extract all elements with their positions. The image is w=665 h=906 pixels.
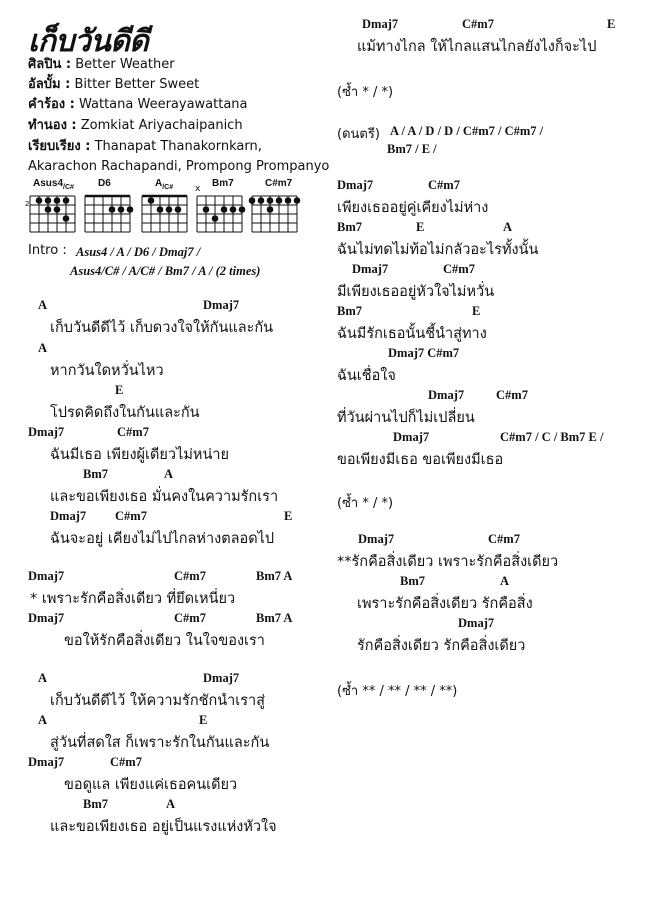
lyric-line: ขอดูแล เพียงแค่เธอคนเดียว [64,777,238,793]
lyric-line: ฉันมีเธอ เพียงผู้เดียวไม่หน่าย [50,447,230,463]
artist-value: Better Weather [75,57,175,72]
repeat-marker: (ซ้ำ * / *) [337,496,394,511]
finger-dot [267,197,274,204]
chord-label: Dmaj7 [28,611,65,625]
lyric-line: ฉันมีรักเธอนั้นชี้นำสู่ทาง [337,326,487,342]
finger-dot [63,215,70,222]
lyrics-row [28,95,248,115]
solo-line-1: A / A / D / D / C#m7 / C#m7 / [390,124,544,138]
chord-label: Dmaj7 [362,17,399,31]
finger-dot [45,197,52,204]
chord-label: A [38,713,48,727]
finger-dot [118,206,125,213]
album-label: อัลบั้ม : [28,77,71,92]
chord-label: Dmaj7 [203,298,240,312]
chord-label: C#m7 [462,17,494,31]
arrange-label: เรียบเรียง : [28,139,91,154]
lyrics-value: Wattana Weerayawattana [79,97,248,112]
chord-label: E [199,713,208,727]
chord-grids [25,178,315,240]
solo-label: (ดนตรี) [337,127,380,142]
finger-dot [166,206,173,213]
finger-dot [230,206,237,213]
chord-label: Dmaj7 [458,616,495,630]
chord-label: Dmaj7 [28,755,65,769]
chord-label: C#m7 [110,755,142,769]
lyric-line: ที่วันผ่านไปก็ไม่เปลี่ยน [337,410,475,426]
finger-dot [45,206,52,213]
arrange-row-2: Akarachon Rachapandi, Prompong Prompanyo [28,159,330,174]
chord-label: Dmaj7 [50,509,87,523]
chord-name-csharpm7: C#m7 [265,178,293,189]
solo-line-2: Bm7 / E / [387,142,437,156]
chord-label: Bm7 [83,797,108,811]
finger-dot [175,206,182,213]
chord-label: A [38,341,48,355]
finger-dot [148,197,155,204]
chord-label: C#m7 [117,425,149,439]
chord-label: Dmaj7 [393,430,430,444]
chord-label: C#m7 [174,569,206,583]
album-value: Bitter Better Sweet [74,77,200,92]
lyric-line: แม้ทางไกล ให้ไกลแสนไกลยังไงก็จะไป [357,39,597,55]
chord-label: A [38,671,48,685]
album-row [28,75,199,95]
finger-dot [127,206,134,213]
chord-label: C#m7 [443,262,475,276]
chord-label: Dmaj7 [203,671,240,685]
chord-label: C#m7 [115,509,147,523]
chord-label: Dmaj7 [358,532,395,546]
lyrics-label: คำร้อง : [28,97,75,112]
finger-dot [239,206,246,213]
lyric-line: และขอเพียงเธอ มั่นคงในความรักเรา [50,489,279,505]
lyric-line: เก็บวันดีดีไว้ เก็บดวงใจให้กันและกัน [50,320,274,336]
finger-dot [267,206,274,213]
lyric-line: หากวันใดหวั่นไหว [50,363,164,379]
chord-label: E [284,509,293,523]
finger-dot [157,206,164,213]
finger-dot [221,206,228,213]
chord-label: E [115,383,124,397]
arrange-value: Thanapat Thanakornkarn, [94,139,262,154]
finger-dot [109,206,116,213]
lyric-line: * เพราะรักคือสิ่งเดียว ที่ยึดเหนี่ยว [30,591,236,607]
chord-label: C#m7 [496,388,528,402]
chord-label: E [607,17,616,31]
chord-label: Dmaj7 [28,425,65,439]
intro-line-1: Asus4 / A / D6 / Dmaj7 / [76,245,201,259]
lyric-line: เก็บวันดีดีไว้ ให้ความรักชักนำเราสู่ [50,693,266,709]
lyric-line: ขอเพียงมีเธอ ขอเพียงมีเธอ [337,452,504,468]
finger-dot [54,206,61,213]
repeat-marker: (ซ้ำ * / *) [337,85,394,100]
chord-label: Bm7 A [256,611,293,625]
melody-row [28,116,243,136]
chord-label: Bm7 [400,574,425,588]
finger-dot [294,197,301,204]
chord-name-a: $A_{/C\#}$ [155,178,174,191]
intro-label: Intro : [28,243,67,258]
chord-label: Bm7 A [256,569,293,583]
chord-label: C#m7 [174,611,206,625]
chord-label: A [38,298,48,312]
chord-label: A [164,467,174,481]
chord-label: Bm7 [83,467,108,481]
chord-label: Bm7 [337,220,362,234]
lyric-line: รักคือสิ่งเดียว รักคือสิ่งเดียว [357,638,526,654]
chord-label: Dmaj7 [428,388,465,402]
chord-label: E [472,304,481,318]
finger-dot [258,197,265,204]
melody-value: Zomkiat Ariyachaipanich [80,118,243,133]
artist-row [28,55,175,75]
finger-dot [54,197,61,204]
lyric-line: **รักคือสิ่งเดียว เพราะรักคือสิ่งเดียว [337,554,559,570]
finger-dot [203,206,210,213]
finger-dot [276,197,283,204]
lyric-line: ขอให้รักคือสิ่งเดียว ในใจของเรา [64,633,265,649]
lyric-line: ฉันจะอยู่ เคียงไม่ไปไกลห่างตลอดไป [50,531,275,547]
chord-name-bm7: Bm7 [212,178,234,189]
chord-label: C#m7 [488,532,520,546]
chord-name-asus4: $Asus4_{/C\#}$ [33,178,74,191]
lyric-line: เพราะรักคือสิ่งเดียว รักคือสิ่ง [357,596,533,612]
lyric-line: ฉันไม่ทดไม่ท้อไม่กลัวอะไรทั้งนั้น [337,242,539,258]
chord-label: Dmaj7 [352,262,389,276]
chord-name-d6: D6 [98,178,111,189]
song-title: เก็บวันดีดี [28,24,149,59]
fret-number-asus4: 2 [25,200,30,208]
finger-dot [212,215,219,222]
chord-label: A [500,574,510,588]
finger-dot [63,197,70,204]
lyric-line: ฉันเชื่อใจ [337,368,396,384]
lyric-line: เพียงเธออยู่คู่เคียงไม่ห่าง [337,200,489,216]
chord-label: Bm7 [337,304,362,318]
chord-label: A [166,797,176,811]
intro-line-2: Asus4/C# / A/C# / Bm7 / A / (2 times) [70,264,261,278]
lyric-line: มีเพียงเธออยู่หัวใจไม่หวั่น [337,284,495,300]
arrange-row [28,137,262,157]
finger-dot [36,197,43,204]
chord-label: A [503,220,513,234]
chord-label: C#m7 / C / Bm7 E / [500,430,604,444]
repeat-marker: (ซ้ำ ** / ** / ** / **) [337,684,458,699]
finger-dot [285,197,292,204]
chord-diagrams [25,178,315,240]
lyric-line: และขอเพียงเธอ อยู่เป็นแรงแห่งหัวใจ [50,819,277,835]
lyric-line: โปรดคิดถึงในกันและกัน [50,405,200,421]
chord-label: Dmaj7 [28,569,65,583]
lyric-line: สู่วันที่สดใส ก็เพราะรักในกันและกัน [50,735,270,751]
chord-label: Dmaj7 C#m7 [388,346,460,360]
finger-dot [249,197,256,204]
chord-label: E [416,220,425,234]
melody-label: ทำนอง : [28,118,77,133]
mute-mark-bm7: x [195,184,201,194]
artist-label: ศิลปิน : [28,57,72,72]
chord-label: Dmaj7 [337,178,374,192]
chord-label: C#m7 [428,178,460,192]
